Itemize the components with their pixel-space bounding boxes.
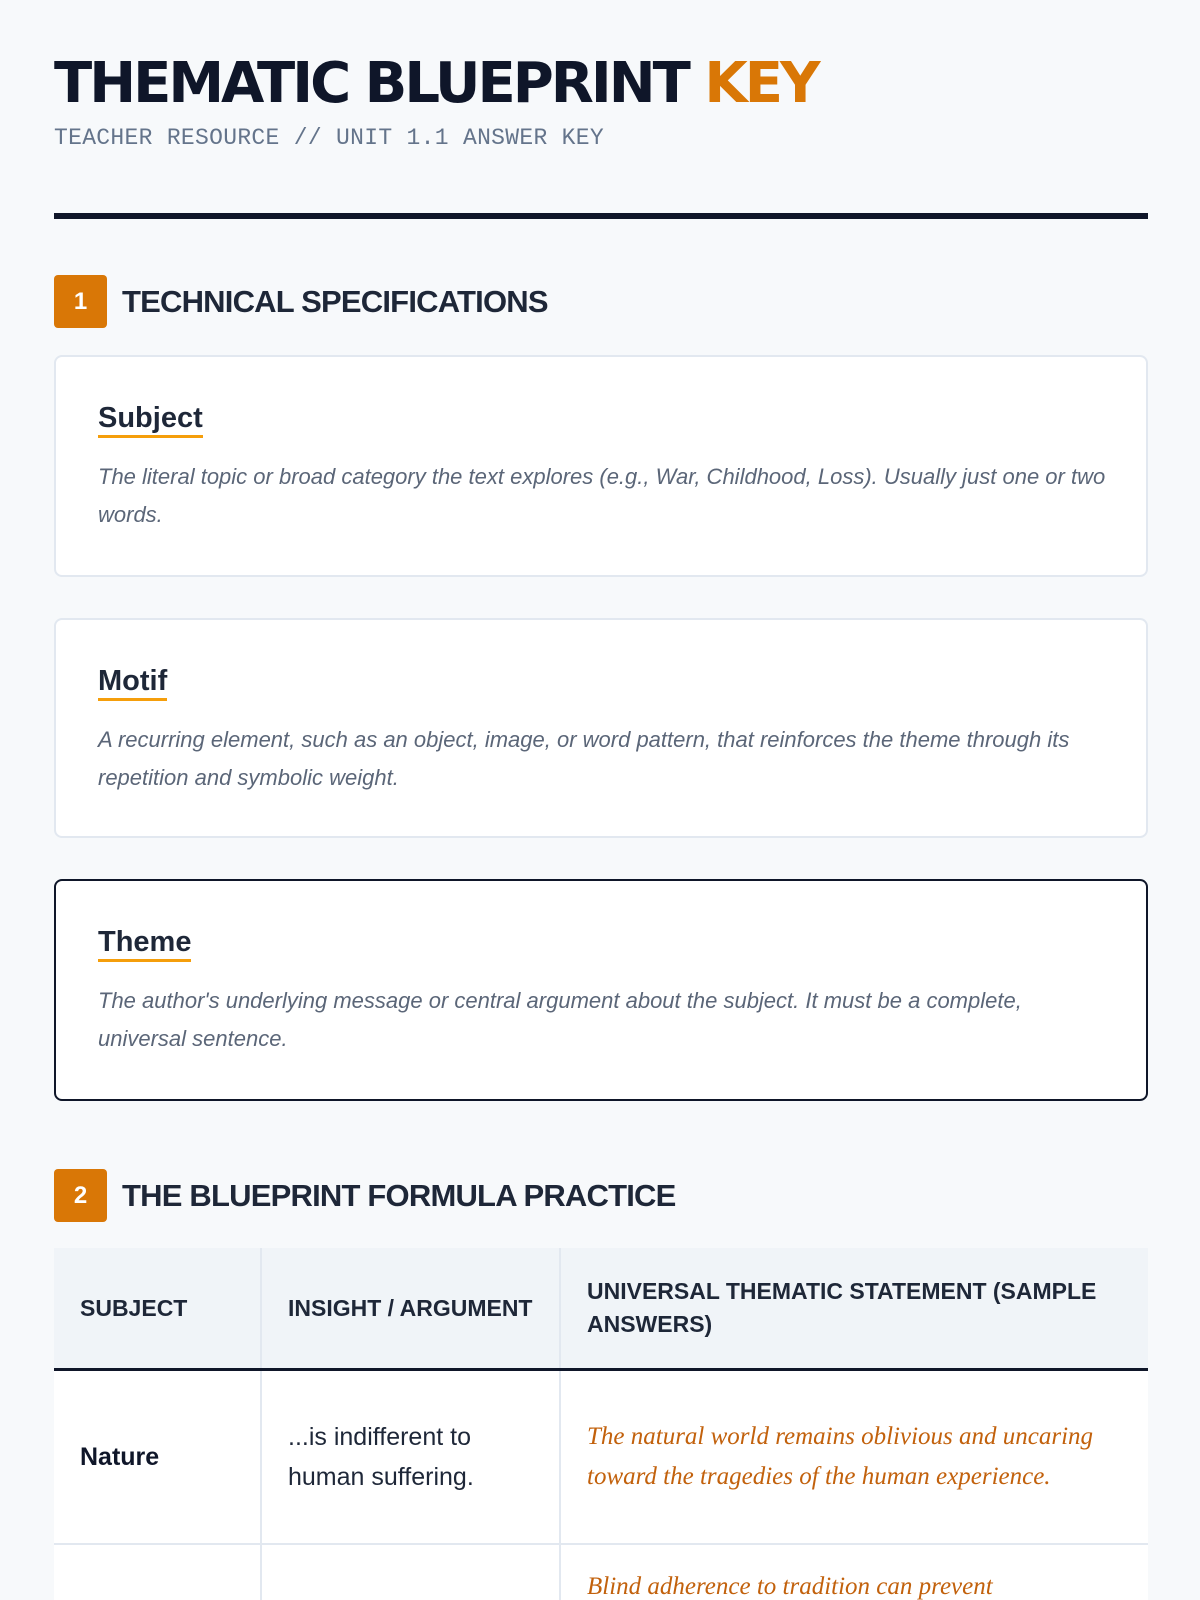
page-header [54,52,1148,152]
definition-card-subject [54,355,1148,577]
column-header-subject: SUBJECT [54,1248,261,1370]
section-title: TECHNICAL SPECIFICATIONS [122,284,548,319]
cell-statement: Blind adherence to tradition can prevent [560,1544,1148,1600]
page-title [54,52,1148,116]
card-definition: A recurring element, such as an object, image, or word pattern, that reinforces the theme through its repetition and symbolic weight. [98,727,1070,790]
cell-subject [54,1544,261,1600]
section-formula-practice-heading [54,1169,1148,1223]
card-term: Theme [98,925,191,962]
cell-insight [261,1544,560,1600]
section-number-badge: 2 [54,1169,107,1222]
page-title-main: THEMATIC BLUEPRINT [54,51,688,116]
page-title-accent: KEY [704,51,818,116]
column-header-statement: UNIVERSAL THEMATIC STATEMENT (SAMPLE ANSWERS) [560,1248,1148,1370]
table-row [54,1370,1148,1545]
card-term: Motif [98,664,167,701]
cell-insight: ...is indifferent to human suffering. [261,1370,560,1545]
card-definition: The literal topic or broad category the text explores (e.g., War, Childhood, Loss). Usually just one or two words. [98,464,1106,527]
section-technical-specifications-heading [54,275,1148,329]
table-header-row [54,1248,1148,1370]
card-term: Subject [98,401,203,438]
definition-card-motif [54,618,1148,838]
table-row [54,1544,1148,1600]
page-subtitle: TEACHER RESOURCE // UNIT 1.1 ANSWER KEY [54,125,604,151]
section-number-badge: 1 [54,275,107,328]
section-title: THE BLUEPRINT FORMULA PRACTICE [122,1178,676,1213]
cell-subject: Nature [54,1370,261,1545]
card-definition: The author's underlying message or central argument about the subject. It must be a complete, universal sentence. [98,988,1022,1051]
cell-statement: The natural world remains oblivious and uncaring toward the tragedies of the human experience. [560,1370,1148,1545]
definition-card-theme [54,879,1148,1101]
column-header-insight: INSIGHT / ARGUMENT [261,1248,560,1370]
header-divider [54,213,1148,219]
formula-practice-table [54,1248,1148,1600]
